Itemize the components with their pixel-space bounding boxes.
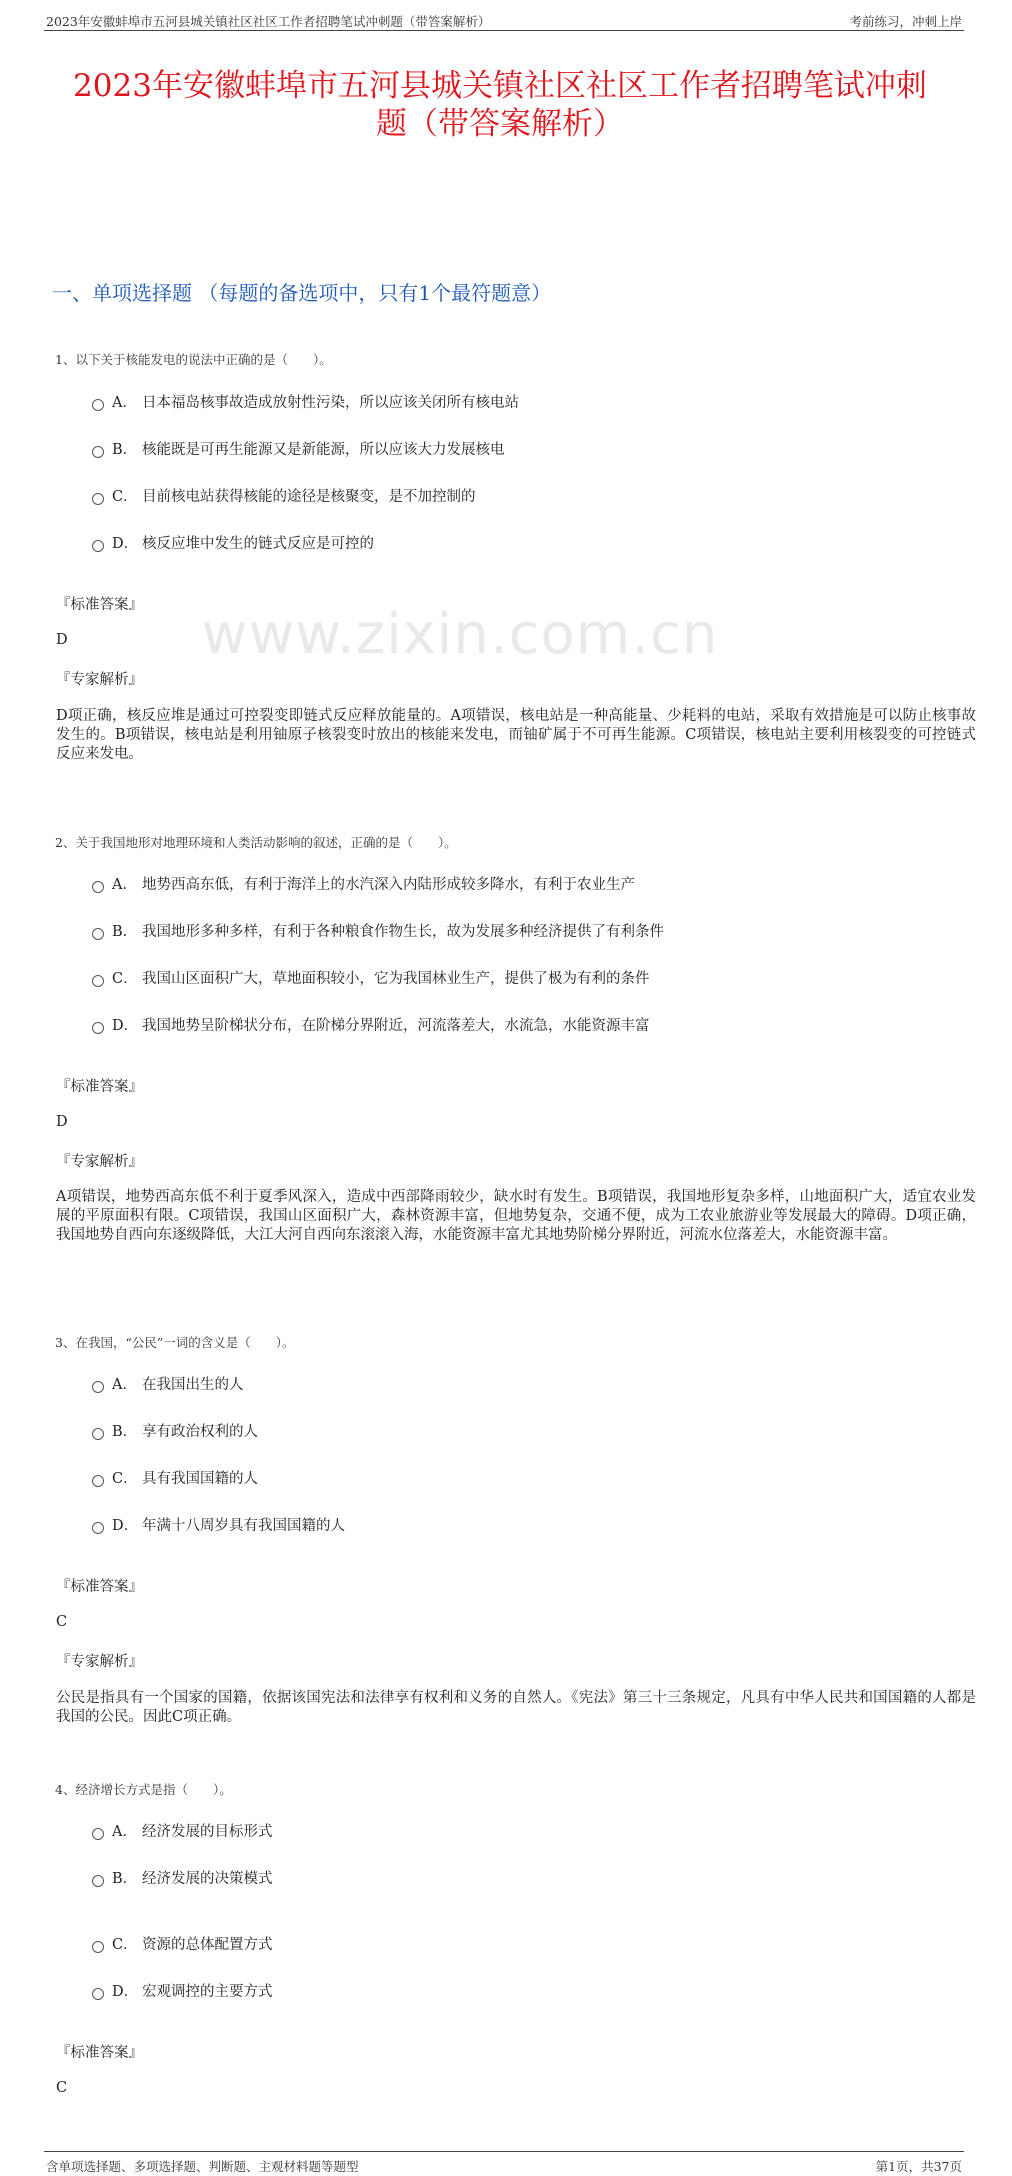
question-2-option-d[interactable]: D． 我国地势呈阶梯状分布，在阶梯分界附近，河流落差大，水流急，水能资源丰富 bbox=[92, 1014, 1012, 1034]
radio-icon[interactable] bbox=[92, 928, 104, 940]
question-2-option-c[interactable]: C． 我国山区面积广大，草地面积较小，它为我国林业生产，提供了极为有利的条件 bbox=[92, 967, 1012, 987]
question-1-option-d[interactable]: D． 核反应堆中发生的链式反应是可控的 bbox=[92, 532, 1012, 552]
radio-icon[interactable] bbox=[92, 881, 104, 893]
section-heading: 一、单项选择题 （每题的备选项中，只有1个最符题意） bbox=[52, 281, 552, 305]
question-2-option-b[interactable]: B． 我国地形多种多样，有利于各种粮食作物生长，故为发展多种经济提供了有利条件 bbox=[92, 920, 1012, 940]
question-4-option-a[interactable]: A． 经济发展的目标形式 bbox=[92, 1820, 1012, 1840]
radio-icon[interactable] bbox=[92, 399, 104, 411]
radio-icon[interactable] bbox=[92, 446, 104, 458]
question-3-answer: C bbox=[56, 1614, 68, 1630]
radio-icon[interactable] bbox=[92, 1475, 104, 1487]
question-2-analysis: A项错误，地势西高东低不利于夏季风深入，造成中西部降雨较少，缺水时有发生。B项错误，我国地形复杂多样，山地面积广大，适宜农业发展的平原面积有限。C项错误，我国山区面积广大，森林资源丰富，但地势复杂，交通不便，成为工农业旅游业等发展最大的障碍。D项正确，我国地势自西向东逐级降低，大江大河自西向东滚滚入海，水能资源丰富尤其地势阶梯分界附近，河流水位落差大，水能资源丰富。 bbox=[56, 1189, 976, 1243]
analysis-label: 『专家解析』 bbox=[56, 672, 143, 688]
question-3-option-a[interactable]: A． 在我国出生的人 bbox=[92, 1373, 1012, 1393]
question-1-analysis: D项正确，核反应堆是通过可控裂变即链式反应释放能量的。A项错误，核电站是一种高能量、少耗料的电站，采取有效措施是可以防止核事故发生的。B项错误，核电站是利用铀原子核裂变时放出的核能来发电，而铀矿属于不可再生能源。C项错误，核电站主要利用核裂变的可控链式反应来发电。 bbox=[56, 708, 976, 762]
title-line-1: 2023年安徽蚌埠市五河县城关镇社区社区工作者招聘笔试冲刺 bbox=[73, 68, 927, 104]
answer-label: 『标准答案』 bbox=[56, 2045, 143, 2061]
header-doc-title: 2023年安徽蚌埠市五河县城关镇社区社区工作者招聘笔试冲刺题（带答案解析） bbox=[46, 14, 491, 29]
radio-icon[interactable] bbox=[92, 1828, 104, 1840]
question-1-answer: D bbox=[56, 632, 68, 648]
answer-label: 『标准答案』 bbox=[56, 1079, 143, 1095]
question-4-option-c[interactable]: C． 资源的总体配置方式 bbox=[92, 1933, 1012, 1953]
question-2-answer: D bbox=[56, 1114, 68, 1130]
footer-page-number: 第1页，共37页 bbox=[875, 2159, 962, 2174]
radio-icon[interactable] bbox=[92, 1428, 104, 1440]
question-3-option-c[interactable]: C． 具有我国国籍的人 bbox=[92, 1467, 1012, 1487]
question-1-option-a[interactable]: A． 日本福岛核事故造成放射性污染，所以应该关闭所有核电站 bbox=[92, 391, 1012, 411]
question-4-answer: C bbox=[56, 2080, 68, 2096]
analysis-label: 『专家解析』 bbox=[56, 1154, 143, 1170]
watermark: www.zixin.com.cn bbox=[201, 602, 719, 667]
question-3-option-b[interactable]: B． 享有政治权利的人 bbox=[92, 1420, 1012, 1440]
question-1-stem: 1、以下关于核能发电的说法中正确的是（ ）。 bbox=[55, 352, 332, 367]
radio-icon[interactable] bbox=[92, 540, 104, 552]
question-4-option-d[interactable]: D． 宏观调控的主要方式 bbox=[92, 1980, 1012, 2000]
answer-label: 『标准答案』 bbox=[56, 597, 143, 613]
radio-icon[interactable] bbox=[92, 1381, 104, 1393]
question-2-stem: 2、关于我国地形对地理环境和人类活动影响的叙述，正确的是（ ）。 bbox=[55, 835, 457, 850]
radio-icon[interactable] bbox=[92, 1875, 104, 1887]
question-1-option-b[interactable]: B． 核能既是可再生能源又是新能源，所以应该大力发展核电 bbox=[92, 438, 1012, 458]
analysis-label: 『专家解析』 bbox=[56, 1654, 143, 1670]
title-line-2: 题（带答案解析） bbox=[376, 106, 624, 142]
question-4-option-b[interactable]: B． 经济发展的决策模式 bbox=[92, 1867, 1012, 1887]
question-2-option-a[interactable]: A． 地势西高东低，有利于海洋上的水汽深入内陆形成较多降水，有利于农业生产 bbox=[92, 873, 1012, 893]
question-3-option-d[interactable]: D． 年满十八周岁具有我国国籍的人 bbox=[92, 1514, 1012, 1534]
radio-icon[interactable] bbox=[92, 975, 104, 987]
question-4-stem: 4、经济增长方式是指（ ）。 bbox=[55, 1782, 232, 1797]
footer-question-types: 含单项选择题、多项选择题、判断题、主观材料题等题型 bbox=[46, 2159, 359, 2174]
radio-icon[interactable] bbox=[92, 1988, 104, 2000]
question-3-analysis: 公民是指具有一个国家的国籍，依据该国宪法和法律享有权利和义务的自然人。《宪法》第三十三条规定，凡具有中华人民共和国国籍的人都是我国的公民。因此C项正确。 bbox=[56, 1690, 976, 1725]
radio-icon[interactable] bbox=[92, 1941, 104, 1953]
radio-icon[interactable] bbox=[92, 1022, 104, 1034]
radio-icon[interactable] bbox=[92, 493, 104, 505]
page-header bbox=[44, 8, 964, 31]
header-slogan: 考前练习，冲刺上岸 bbox=[849, 14, 962, 29]
page-footer bbox=[44, 2151, 964, 2176]
radio-icon[interactable] bbox=[92, 1522, 104, 1534]
question-3-stem: 3、在我国，“公民”一词的含义是（ ）。 bbox=[55, 1335, 295, 1350]
answer-label: 『标准答案』 bbox=[56, 1579, 143, 1595]
page-title bbox=[40, 67, 960, 143]
question-1-option-c[interactable]: C． 目前核电站获得核能的途径是核聚变，是不加控制的 bbox=[92, 485, 1012, 505]
